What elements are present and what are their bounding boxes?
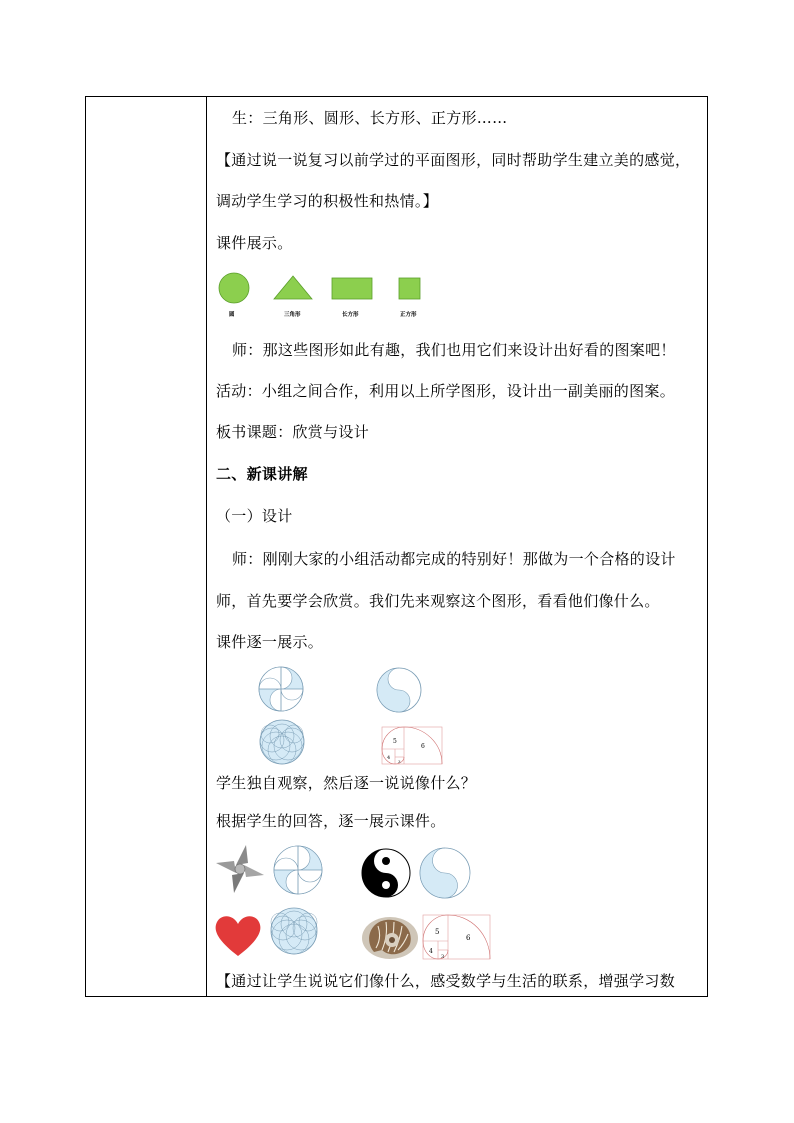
pinwheel-figure (257, 665, 305, 713)
fib-label-4b: 4 (429, 948, 433, 955)
fib-label-3b: 3 (441, 954, 445, 960)
text-line-2: 【通过说一说复习以前学过的平面图形，同时帮助学生建立美的感觉， (216, 151, 691, 169)
text-line-13: 学生独自观察，然后逐一说说像什么？ (216, 774, 477, 792)
fib-label-3: 3 (398, 759, 401, 764)
triangle-shape (274, 276, 312, 299)
fib-label-6b: 6 (466, 934, 471, 942)
pinwheel-figure-2 (272, 844, 324, 896)
square-shape (399, 278, 420, 299)
fib-label-5b: 5 (435, 928, 440, 936)
yinyang-outline-figure-2 (418, 846, 472, 900)
label-circle: 圆 (229, 312, 235, 318)
text-line-12: 课件逐一展示。 (216, 633, 324, 651)
fib-label-5: 5 (393, 738, 397, 745)
heart-curves-figure (256, 720, 308, 768)
fibonacci-spiral-figure-2 (422, 914, 492, 962)
label-square: 正方形 (400, 312, 417, 318)
rectangle-shape (332, 278, 372, 299)
text-line-10: 师：刚刚大家的小组活动都完成的特别好！那做为一个合格的设计 (232, 550, 676, 568)
label-rectangle: 长方形 (342, 312, 359, 318)
column-divider (206, 97, 207, 996)
yinyang-image (360, 847, 412, 899)
subsection-heading: （一）设计 (216, 507, 293, 525)
text-line-3: 调动学生学习的积极性和热情。】 (216, 192, 439, 210)
shuriken-image (214, 842, 266, 896)
section-heading: 二、新课讲解 (216, 465, 308, 483)
text-line-7: 板书课题：欣赏与设计 (216, 423, 370, 441)
yinyang-outline-figure (375, 666, 423, 714)
fib-label-6: 6 (421, 743, 425, 750)
text-line-11: 师，首先要学会欣赏。我们先来观察这个图形，看看他们像什么。 (216, 592, 660, 610)
text-line-4: 课件展示。 (216, 234, 293, 252)
heart-curves-figure-2 (266, 907, 322, 959)
text-line-6: 活动：小组之间合作，利用以上所学图形，设计出一副美丽的图案。 (216, 382, 676, 400)
circle-shape (219, 273, 249, 303)
text-line-5: 师：那这些图形如此有趣，我们也用它们来设计出好看的图案吧！ (232, 341, 676, 359)
nautilus-shell-image (360, 914, 420, 960)
basic-shapes (218, 272, 428, 322)
label-triangle: 三角形 (284, 312, 301, 318)
text-line-15: 【通过让学生说说它们像什么，感受数学与生活的联系，增强学习数 (216, 972, 676, 990)
text-line-1: 生：三角形、圆形、长方形、正方形…… (232, 109, 508, 127)
fib-label-4: 4 (387, 755, 391, 761)
text-line-14: 根据学生的回答，逐一展示课件。 (216, 812, 446, 830)
fibonacci-spiral-figure (381, 726, 443, 766)
heart-image (213, 912, 263, 958)
